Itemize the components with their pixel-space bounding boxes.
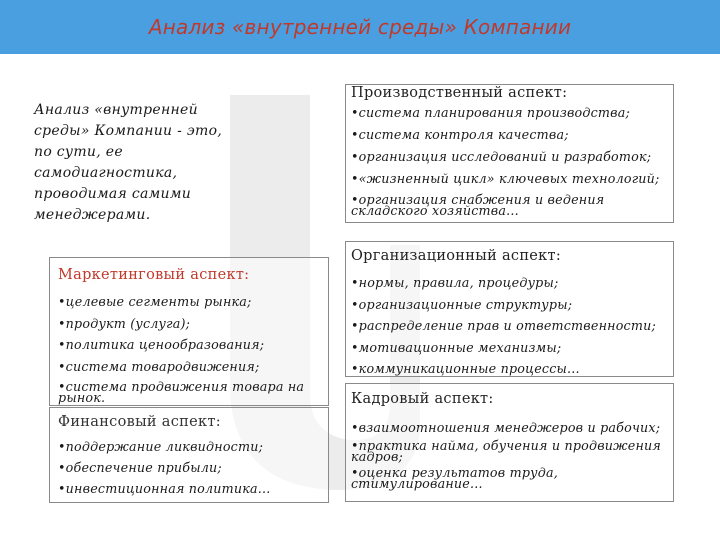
list-item: •коммуникационные процессы... <box>351 361 580 376</box>
hr-aspect-title: Кадровый аспект: <box>351 391 494 407</box>
finance-aspect-box <box>49 407 329 503</box>
list-item: •продукт (услуга); <box>58 315 191 331</box>
list-item: •организация снабжения и ведения складского хозяйства... <box>351 192 605 218</box>
production-aspect-box <box>345 84 674 223</box>
finance-aspect-title: Финансовый аспект: <box>58 414 221 430</box>
organization-aspect-list <box>351 272 673 380</box>
slide-header <box>0 0 720 54</box>
list-item: •оценка результатов труда, стимулирование... <box>351 465 558 491</box>
list-item: •организационные структуры; <box>351 296 573 312</box>
organization-aspect-title: Организационный аспект: <box>351 248 562 264</box>
hr-aspect-box <box>345 383 674 502</box>
marketing-aspect-list <box>58 291 328 403</box>
list-item: •мотивационные механизмы; <box>351 339 562 355</box>
production-aspect-list <box>351 102 673 216</box>
list-item: •взаимоотношения менеджеров и рабочих; <box>351 420 661 435</box>
hr-aspect-list <box>351 417 673 492</box>
list-item: •система товародвижения; <box>58 358 260 374</box>
finance-aspect-list <box>58 436 328 499</box>
slide-title: Анализ «внутренней среды» Компании <box>148 15 572 39</box>
list-item: •система планирования производства; <box>351 105 630 120</box>
production-aspect-title: Производственный аспект: <box>351 85 568 101</box>
list-item: •обеспечение прибыли; <box>58 460 222 475</box>
list-item: •система контроля качества; <box>351 127 569 142</box>
list-item: •поддержание ликвидности; <box>58 439 264 454</box>
list-item: •целевые сегменты рынка; <box>58 294 252 309</box>
list-item: •политика ценообразования; <box>58 337 265 352</box>
marketing-aspect-title: Маркетинговый аспект: <box>58 267 250 283</box>
list-item: •инвестиционная политика... <box>58 481 271 496</box>
marketing-aspect-box <box>49 257 329 406</box>
list-item: •«жизненный цикл» ключевых технологий; <box>351 171 660 186</box>
list-item: •система продвижения товара на рынок. <box>58 379 305 405</box>
intro-definition: Анализ «внутренней среды» Компании - это, по сути, ее самодиагностика, проводимая самими менеджерами. <box>34 102 223 223</box>
list-item: •организация исследований и разработок; <box>351 149 652 164</box>
list-item: •распределение прав и ответственности; <box>351 318 656 333</box>
list-item: •практика найма, обучения и продвижения кадров; <box>351 438 662 464</box>
organization-aspect-box <box>345 241 674 377</box>
list-item: •нормы, правила, процедуры; <box>351 275 559 290</box>
